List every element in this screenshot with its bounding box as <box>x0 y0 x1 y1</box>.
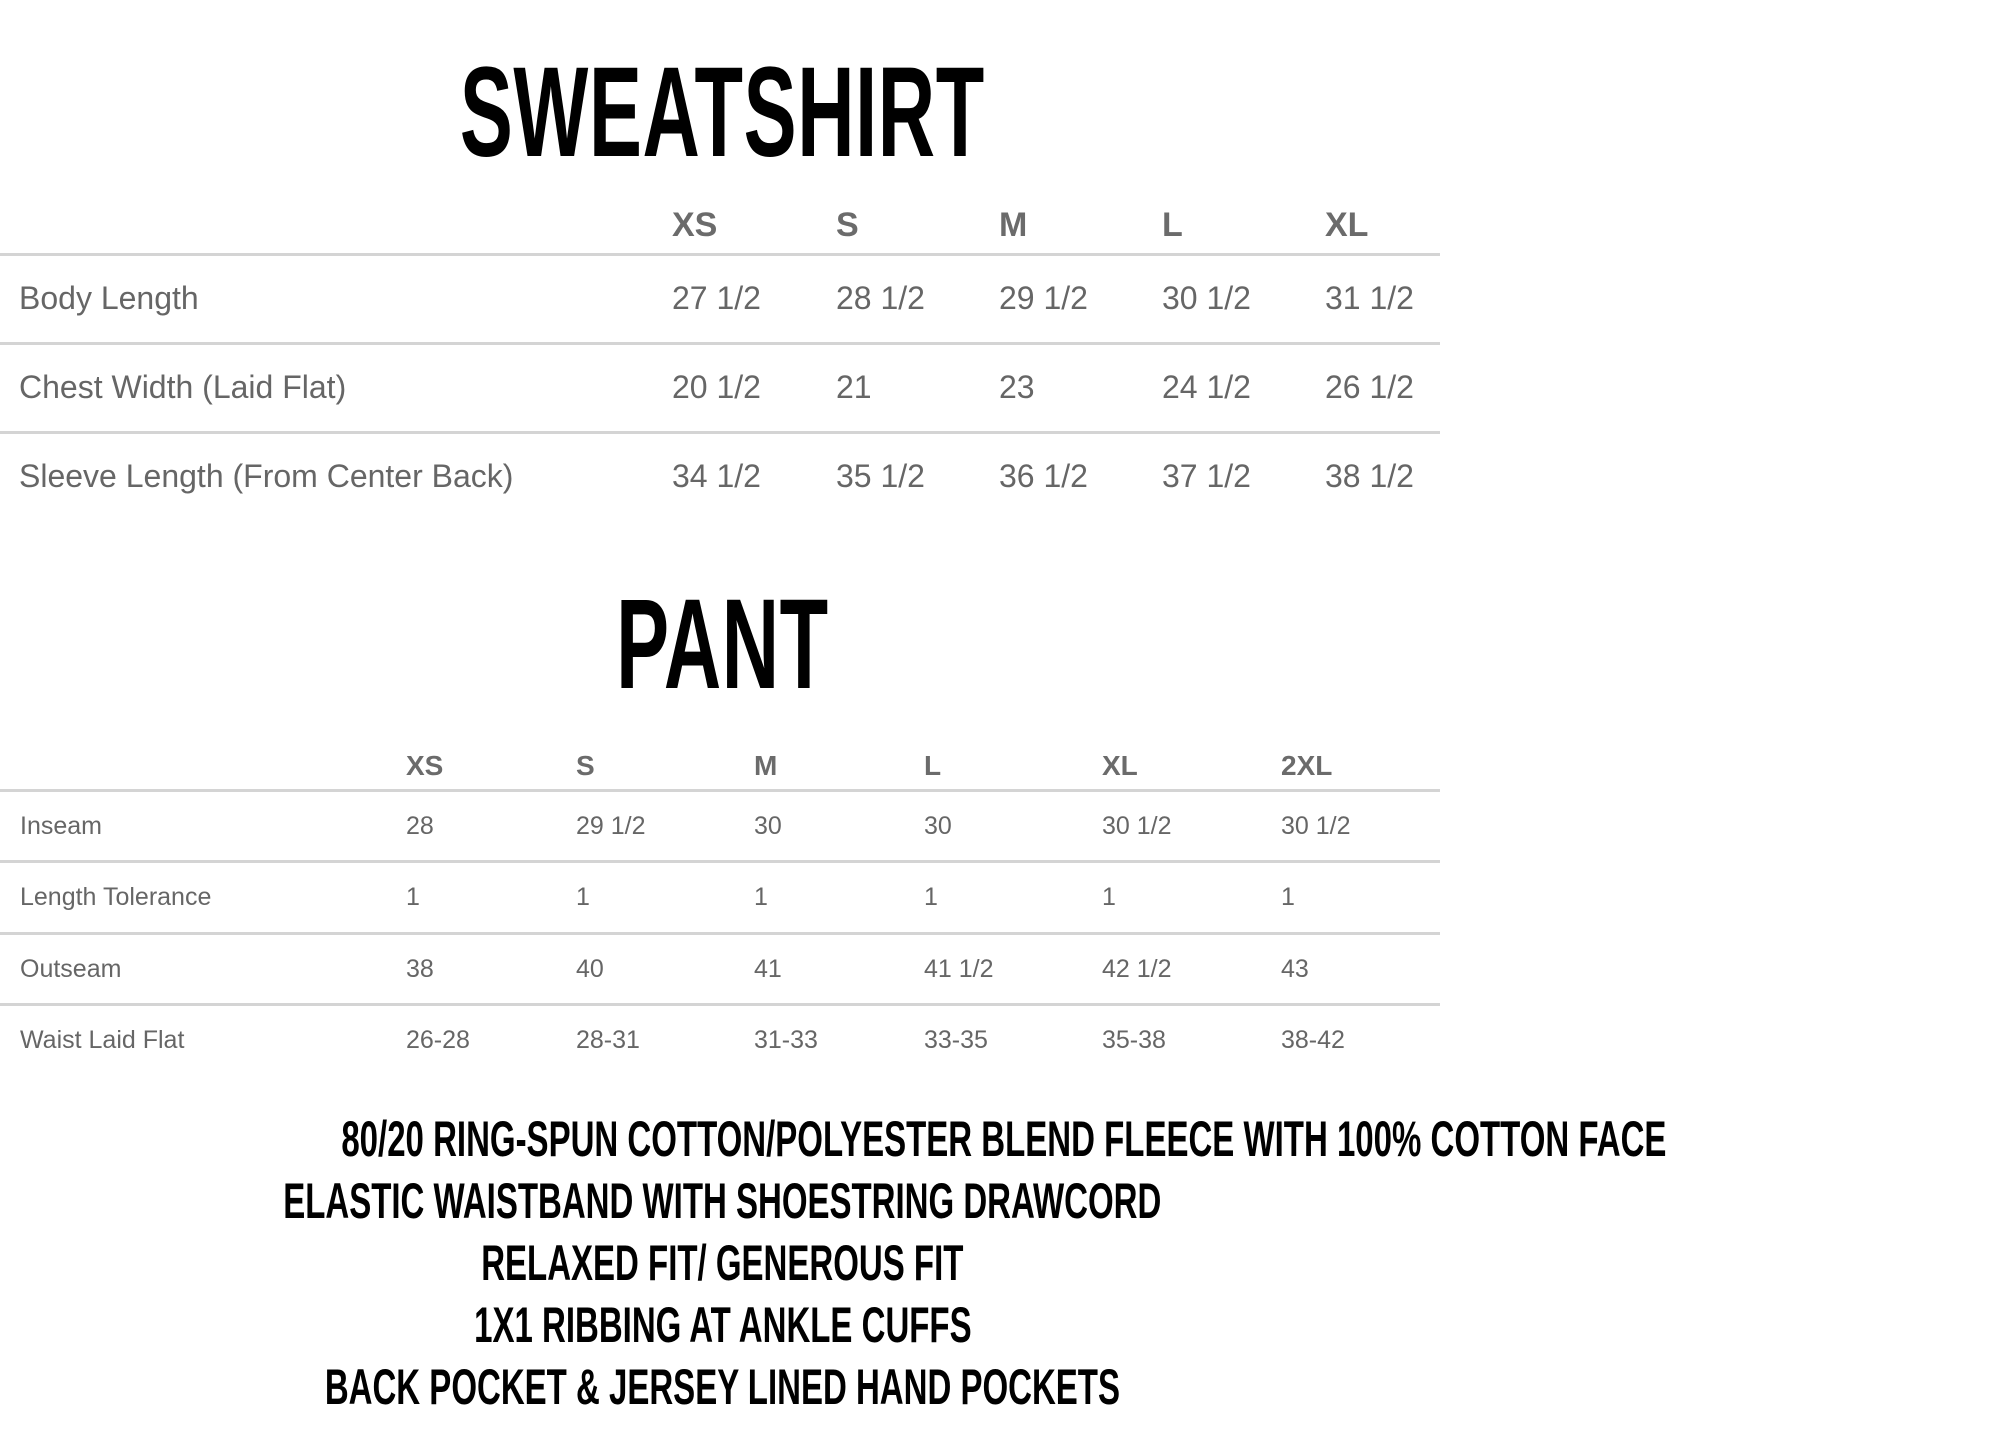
table-cell: 42 1/2 <box>1102 955 1172 983</box>
note-line <box>0 1294 1445 1356</box>
table-cell: 1 <box>576 883 590 911</box>
row-label: Sleeve Length (From Center Back) <box>19 458 514 494</box>
row-label: Inseam <box>20 812 102 840</box>
note-text: 80/20 RING-SPUN COTTON/POLYESTER BLEND FLEECE WITH 100% COTTON FACE <box>341 1111 1667 1167</box>
note-text: 1X1 RIBBING AT ANKLE CUFFS <box>473 1297 972 1353</box>
table-cell: 35 1/2 <box>836 458 925 494</box>
table-cell: 24 1/2 <box>1162 369 1251 405</box>
table-cell: 26-28 <box>406 1026 470 1054</box>
sweatshirt-size-m: M <box>999 206 1028 244</box>
table-cell: 21 <box>836 369 872 405</box>
table-row <box>0 863 1440 933</box>
sweatshirt-size-s: S <box>836 206 859 244</box>
note-text: RELAXED FIT/ GENEROUS FIT <box>481 1235 964 1291</box>
table-cell: 41 1/2 <box>924 955 994 983</box>
table-cell: 28-31 <box>576 1026 640 1054</box>
table-cell: 28 <box>406 812 434 840</box>
pant-size-l: L <box>924 750 942 781</box>
pant-size-2xl: 2XL <box>1281 750 1333 781</box>
table-cell: 29 1/2 <box>999 280 1088 316</box>
sweatshirt-title-text: SWEATSHIRT <box>460 41 985 184</box>
table-cell: 37 1/2 <box>1162 458 1251 494</box>
table-cell: 1 <box>1102 883 1116 911</box>
table-cell: 34 1/2 <box>672 458 761 494</box>
table-cell: 33-35 <box>924 1026 988 1054</box>
table-cell: 38 <box>406 955 434 983</box>
table-cell: 23 <box>999 369 1035 405</box>
table-cell: 35-38 <box>1102 1026 1166 1054</box>
table-cell: 26 1/2 <box>1325 369 1414 405</box>
table-row <box>0 345 1440 433</box>
table-cell: 28 1/2 <box>836 280 925 316</box>
row-label: Body Length <box>19 280 199 316</box>
table-cell: 38-42 <box>1281 1026 1345 1054</box>
table-cell: 27 1/2 <box>672 280 761 316</box>
table-cell: 1 <box>1281 883 1295 911</box>
table-cell: 20 1/2 <box>672 369 761 405</box>
sweatshirt-size-l: L <box>1162 206 1183 244</box>
pant-title-text: PANT <box>616 573 829 716</box>
table-row <box>0 1006 1440 1076</box>
note-text: ELASTIC WAISTBAND WITH SHOESTRING DRAWCORD <box>283 1173 1162 1229</box>
row-label: Length Tolerance <box>20 883 212 911</box>
table-cell: 29 1/2 <box>576 812 646 840</box>
sweatshirt-size-table <box>0 190 1440 530</box>
row-label: Outseam <box>20 955 122 983</box>
product-notes <box>0 1108 1667 1418</box>
pant-title <box>0 573 1445 716</box>
row-label: Waist Laid Flat <box>20 1026 185 1054</box>
table-cell: 1 <box>754 883 768 911</box>
table-cell: 30 1/2 <box>1281 812 1351 840</box>
table-cell: 1 <box>406 883 420 911</box>
pant-size-xs: XS <box>406 750 444 781</box>
note-line <box>0 1232 1445 1294</box>
table-cell: 30 1/2 <box>1162 280 1251 316</box>
table-cell: 30 <box>754 812 782 840</box>
pant-size-table <box>0 740 1440 1070</box>
note-line <box>0 1356 1445 1418</box>
table-cell: 1 <box>924 883 938 911</box>
table-cell: 40 <box>576 955 604 983</box>
table-row <box>0 256 1440 344</box>
table-row <box>0 792 1440 862</box>
pant-size-s: S <box>576 750 595 781</box>
sweatshirt-size-xl: XL <box>1325 206 1369 244</box>
table-row <box>0 935 1440 1005</box>
pant-header-row <box>0 740 1440 790</box>
note-text: BACK POCKET & JERSEY LINED HAND POCKETS <box>324 1359 1121 1415</box>
table-cell: 30 1/2 <box>1102 812 1172 840</box>
table-cell: 38 1/2 <box>1325 458 1414 494</box>
note-line <box>0 1170 1445 1232</box>
table-cell: 30 <box>924 812 952 840</box>
table-cell: 36 1/2 <box>999 458 1088 494</box>
row-label: Chest Width (Laid Flat) <box>19 369 347 405</box>
pant-size-xl: XL <box>1102 750 1138 781</box>
sweatshirt-size-xs: XS <box>672 206 718 244</box>
table-row <box>0 434 1440 522</box>
table-cell: 43 <box>1281 955 1309 983</box>
note-line <box>0 1108 1667 1170</box>
sweatshirt-title <box>0 41 1445 184</box>
table-cell: 31 1/2 <box>1325 280 1414 316</box>
sweatshirt-header-row <box>0 190 1440 254</box>
pant-size-m: M <box>754 750 778 781</box>
table-cell: 31-33 <box>754 1026 818 1054</box>
table-cell: 41 <box>754 955 782 983</box>
